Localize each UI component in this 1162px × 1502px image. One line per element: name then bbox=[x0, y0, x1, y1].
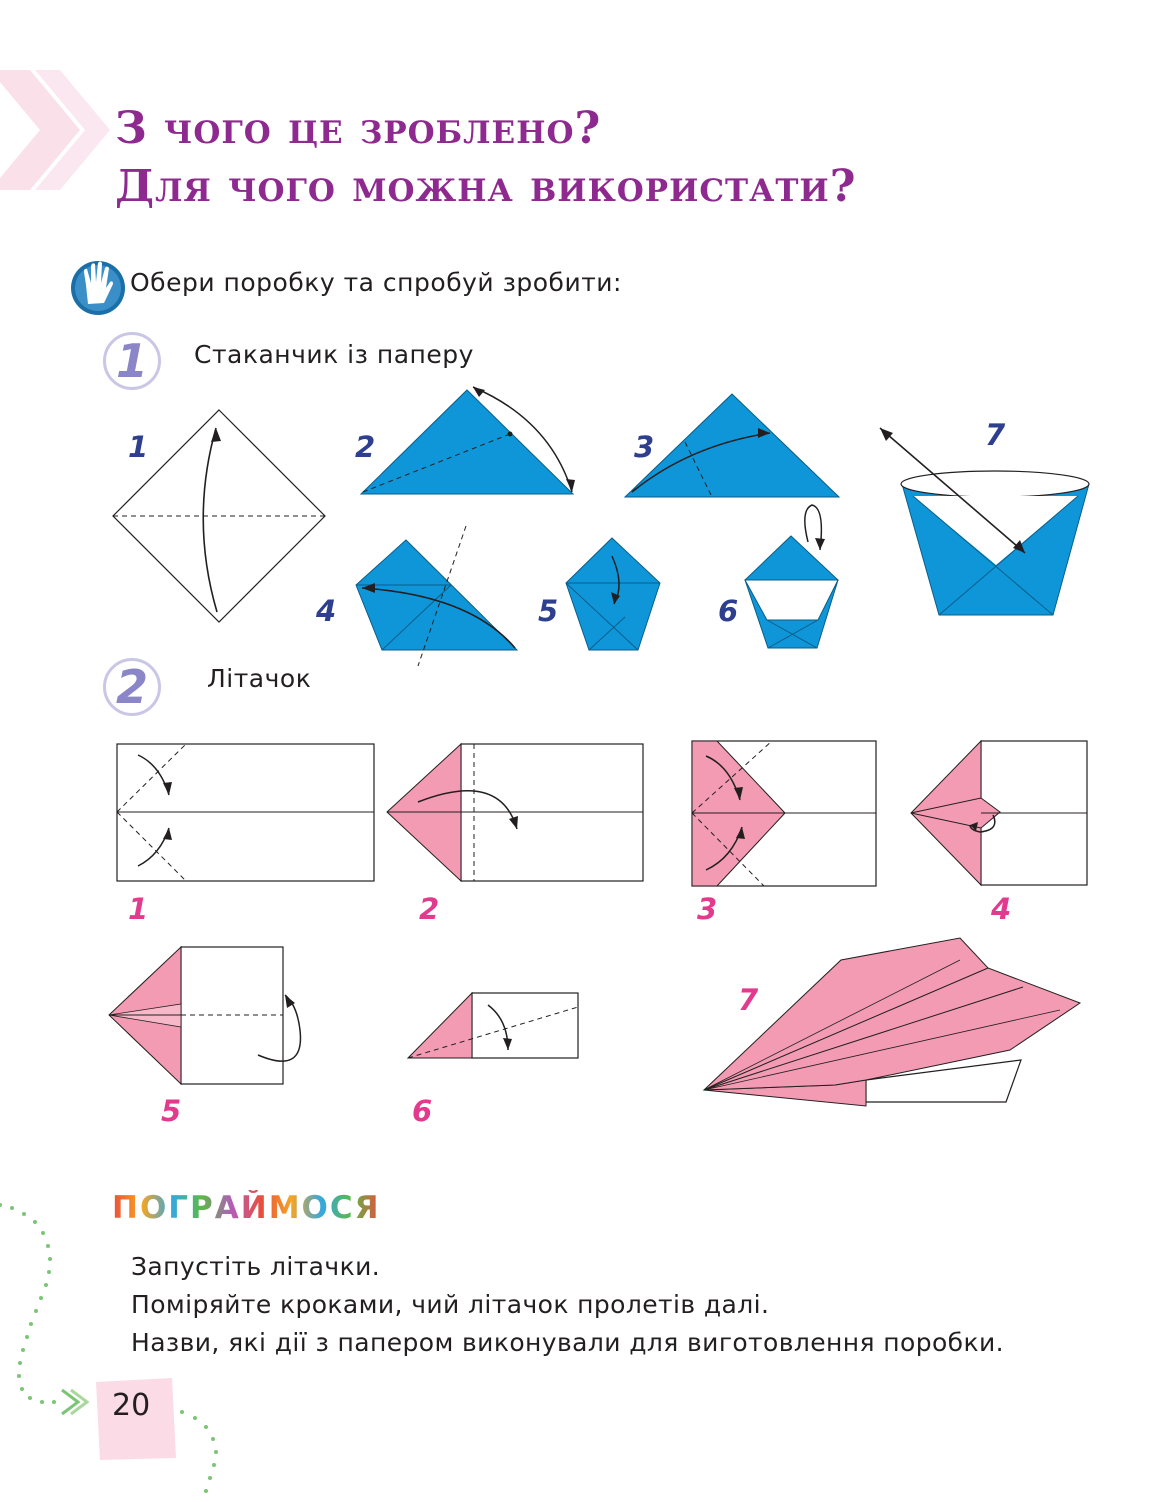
title-line-1: З чого це зроблено? bbox=[115, 103, 602, 154]
cup-step-5-label: 5 bbox=[538, 594, 559, 628]
plane-step-1-label: 1 bbox=[128, 892, 149, 926]
play-line-2: Поміряйте кроками, чий літачок пролетів далі. bbox=[131, 1290, 770, 1319]
cup-step-4-drawing bbox=[356, 526, 517, 666]
chevrons-icon bbox=[0, 70, 110, 190]
instruction-text: Обери поробку та спробуй зробити: bbox=[130, 268, 622, 297]
cup-step-1-label: 1 bbox=[128, 430, 149, 464]
craft-1-number: 1 bbox=[115, 334, 148, 388]
plane-step-3-label: 3 bbox=[697, 892, 718, 926]
cup-step-4-label: 4 bbox=[316, 594, 337, 628]
plane-step-1-drawing bbox=[117, 744, 374, 881]
plane-step-6-drawing bbox=[408, 993, 578, 1058]
plane-step-5-drawing bbox=[109, 947, 300, 1084]
plane-step-6-label: 6 bbox=[412, 1094, 433, 1128]
craft-2-number-badge bbox=[103, 658, 161, 716]
page-title bbox=[115, 100, 857, 216]
play-line-1: Запустіть літачки. bbox=[131, 1252, 381, 1281]
plane-step-7-label: 7 bbox=[738, 983, 759, 1017]
hand-icon bbox=[71, 261, 125, 315]
craft-1-number-badge bbox=[103, 332, 161, 390]
cup-step-3-label: 3 bbox=[634, 430, 655, 464]
cup-step-7-label: 7 bbox=[985, 418, 1006, 452]
plane-step-4-drawing bbox=[911, 741, 1087, 885]
title-line-2: Для чого можна використати? bbox=[115, 161, 857, 212]
chevron-right-icon bbox=[62, 1390, 87, 1414]
plane-step-3-drawing bbox=[692, 741, 876, 886]
plane-step-5-label: 5 bbox=[161, 1094, 182, 1128]
plane-step-4-label: 4 bbox=[991, 892, 1012, 926]
cup-step-2-drawing bbox=[361, 387, 575, 494]
craft-2-number: 2 bbox=[115, 660, 148, 714]
play-text-block bbox=[131, 1248, 1004, 1362]
cup-step-6-label: 6 bbox=[718, 594, 739, 628]
cup-step-2-label: 2 bbox=[355, 430, 376, 464]
cup-step-3-drawing bbox=[625, 394, 839, 497]
plane-step-7-drawing bbox=[704, 938, 1080, 1106]
craft-2-title: Літачок bbox=[207, 664, 312, 693]
cup-step-6-drawing bbox=[745, 505, 838, 648]
play-line-3: Назви, які дії з папером виконували для виготовлення поробки. bbox=[131, 1328, 1004, 1357]
cup-step-7-drawing bbox=[880, 428, 1089, 615]
play-banner: ПОГРАЙМОСЯ bbox=[112, 1190, 381, 1226]
craft-1-title: Стаканчик із паперу bbox=[194, 340, 474, 369]
cup-step-5-drawing bbox=[566, 538, 660, 650]
page-number: 20 bbox=[112, 1388, 151, 1423]
plane-step-2-label: 2 bbox=[419, 892, 440, 926]
plane-step-2-drawing bbox=[387, 744, 643, 881]
